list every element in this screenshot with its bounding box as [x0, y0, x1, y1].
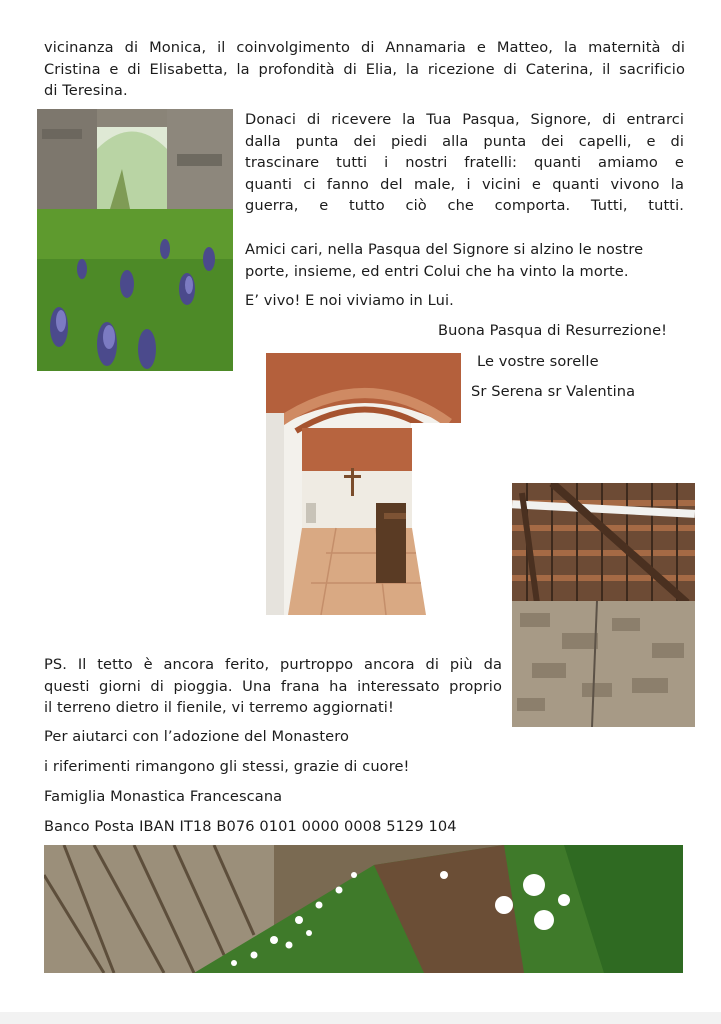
donation-intro: Per aiutarci con l’adozione del Monastero: [44, 728, 350, 745]
prayer-line-2: dalla punta dei piedi alla punta dei capelli, e di: [245, 133, 684, 150]
intro-line-1: vicinanza di Monica, il coinvolgimento di Annamaria e Matteo, la maternità di: [44, 39, 685, 56]
ps-line-3: il terreno dietro il fienile, vi terremo aggiornati!: [44, 699, 394, 716]
ps-line-1: PS. Il tetto è ancora ferito, purtroppo ancora di più da: [44, 656, 502, 673]
greeting-alive: E’ vivo! E noi viviamo in Lui.: [245, 292, 454, 309]
intro-line-2: Cristina e di Elisabetta, la profondità di Elia, la ricezione di Caterina, il sacrificio: [44, 61, 685, 78]
signature-names: Sr Serena sr Valentina: [471, 383, 636, 400]
greeting-line-2: porte, insieme, ed entri Colui che ha vinto la morte.: [245, 263, 629, 280]
photo-anemones-hillside: [44, 845, 683, 973]
ps-line-2: questi giorni di pioggia. Una frana ha interessato proprio: [44, 678, 502, 695]
signature-wish: Buona Pasqua di Resurrezione!: [438, 322, 668, 339]
iban-line: Banco Posta IBAN IT18 B076 0101 0000 0008 5129 104: [44, 818, 457, 835]
photo-stone-arch-flowers: [37, 109, 233, 371]
community-name: Famiglia Monastica Francescana: [44, 788, 283, 805]
photo-vaulted-corridor: [266, 353, 461, 615]
prayer-line-1: Donaci di ricevere la Tua Pasqua, Signore, di entrarci: [245, 111, 684, 128]
donation-refs: i riferimenti rimangono gli stessi, grazie di cuore!: [44, 758, 410, 775]
intro-line-3: di Teresina.: [44, 82, 128, 99]
prayer-line-4: quanti ci fanno del male, i vicini e quanti vivono la: [245, 176, 684, 193]
greeting-line-1: Amici cari, nella Pasqua del Signore si alzino le nostre: [245, 241, 644, 258]
signature-from: Le vostre sorelle: [477, 353, 599, 370]
prayer-line-5: guerra, e tutto ciò che comporta. Tutti, tutti.: [245, 197, 684, 214]
prayer-line-3: trascinare tutti i nostri fratelli: quanti amiamo e: [245, 154, 684, 171]
page-bottom-bar: [0, 1012, 721, 1024]
photo-damaged-roof: [512, 483, 695, 727]
